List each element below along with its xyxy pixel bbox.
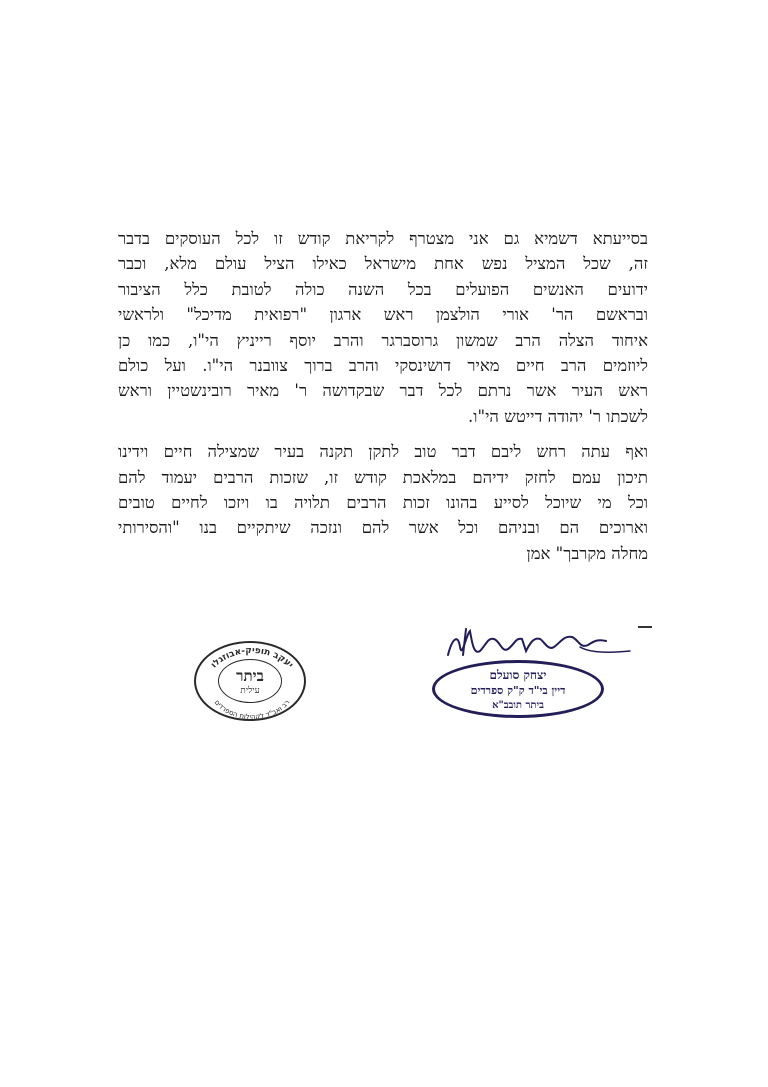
text-line: איחוד הצלה הרב שמשון גרוסברגר והרב יוסף רייניץ הי"ו, כמו כן <box>118 330 648 350</box>
rabbi-stamp-oval <box>432 660 604 718</box>
seal-sub: עילית <box>240 686 260 696</box>
text-line: ובראשם הר' אורי הולצמן ראש ארגון "רפואית מדיכל" ולראשי <box>118 305 648 325</box>
dash-mark <box>638 626 652 628</box>
stamp-city: ביתר תובב"א <box>492 700 544 711</box>
seal-arc-top: יעקב תופיק-אבוזגלו <box>209 645 295 671</box>
letter-body <box>118 226 648 566</box>
text-line: וכל מי שיוכל לסייע בהונו זכות הרבים תלויה בו ויזכו לחיים טובים <box>118 492 648 512</box>
paragraph-2 <box>118 439 648 566</box>
text-line: ידועים האנשים הפועלים בכל השנה כולה לטובת כלל הציבור <box>118 279 648 299</box>
rabbi-seal-round <box>194 641 306 721</box>
text-line: וארוכים הם ובניהם וכל אשר להם ונזכה שיתקיים בנו "והסירותי <box>118 518 648 538</box>
seal-inner-ring <box>218 659 282 703</box>
text-line: ראש העיר אשר נרתם לכל דבר שבקדושה ר' מאיר רובינשטיין וראש <box>118 381 648 401</box>
text-line: זה, שכל המציל נפש אחת מישראל כאילו הציל עולם מלא, וכבר <box>118 254 648 274</box>
text-line: לשכתו ר' יהודה דייטש הי"ו. <box>468 406 648 426</box>
text-line: מחלה מקרבך" אמן <box>526 543 648 563</box>
seal-center: ביתר <box>236 667 264 685</box>
text-line: ליוזמים הרב חיים מאיר דושינסקי והרב ברוך צוובנר הי"ו. ועל כולם <box>118 355 648 375</box>
stamp-name: יצחק סועלם <box>489 668 547 682</box>
signature-icon <box>430 625 660 665</box>
text-line: תיכון עמם לחזק ידיהם במלאכת קודש זו, שזכות הרבים יעמוד להם <box>118 467 648 487</box>
text-line: ואף עתה רחש ליבם דבר טוב לתקן תקנה בעיר שמצילה חיים וידינו <box>118 442 648 462</box>
seal-arc-bottom: רב ואב"ד לקהילות הספרדים <box>212 698 292 722</box>
stamp-title: דיין בי"ד ק"ק ספרדים <box>470 684 566 697</box>
text-line: בסייעתא דשמיא גם אני מצטרף לקריאת קודש זו לכל העוסקים בדבר <box>118 229 648 248</box>
paragraph-1 <box>118 226 648 429</box>
